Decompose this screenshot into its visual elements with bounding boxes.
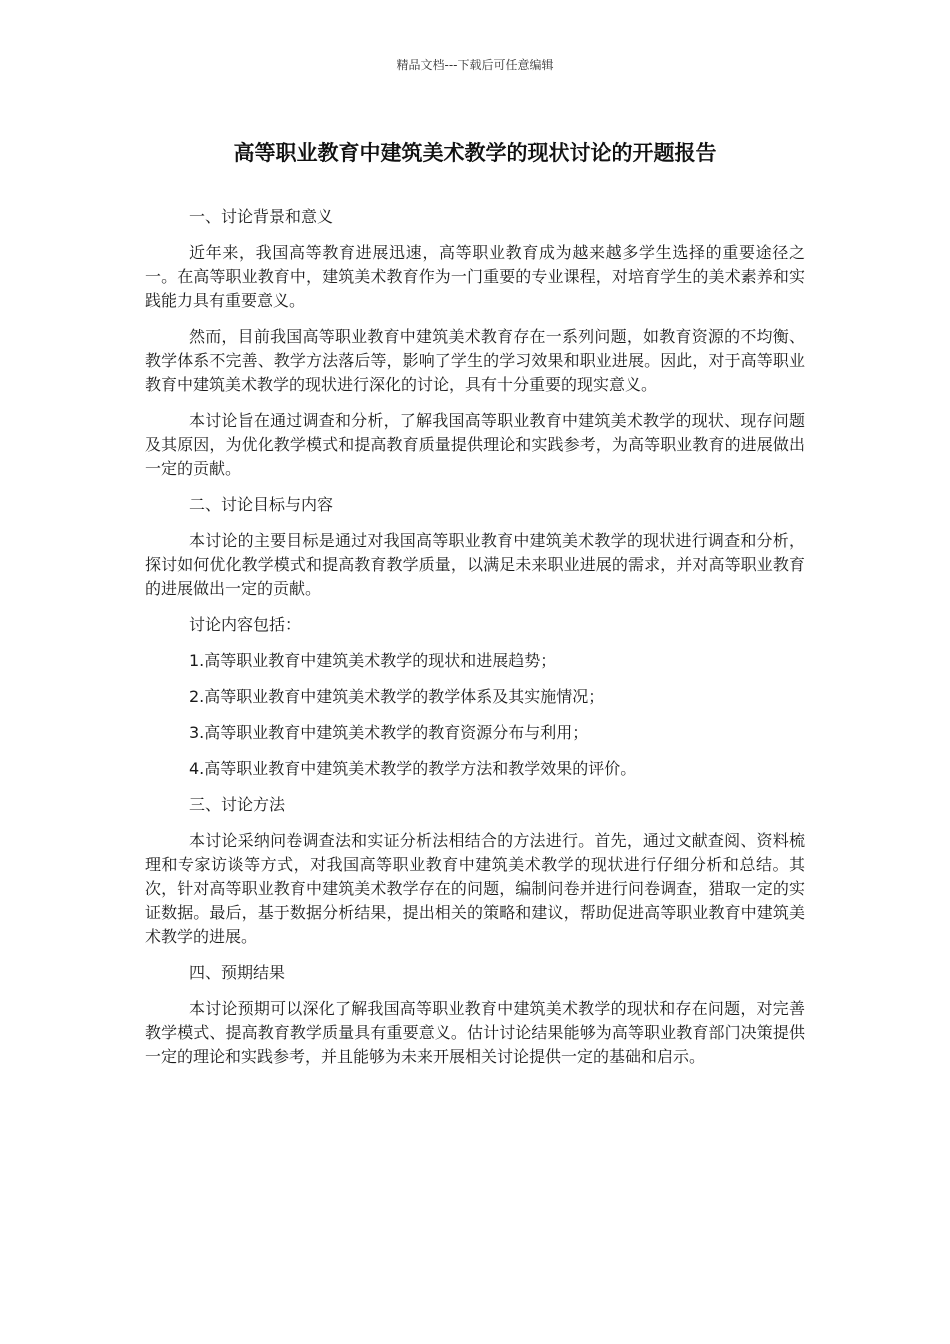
list-item: 1.高等职业教育中建筑美术教学的现状和进展趋势； (189, 651, 557, 670)
paragraph: 讨论内容包括： (189, 615, 302, 634)
document-body (145, 205, 805, 1081)
document-title: 高等职业教育中建筑美术教学的现状讨论的开题报告 (233, 141, 717, 165)
section-heading-expected-results: 四、预期结果 (189, 963, 286, 982)
paragraph: 本讨论的主要目标是通过对我国高等职业教育中建筑美术教学的现状进行调查和分析，探讨如何优化教学模式和提高教育教学质量，以满足未来职业进展的需求，并对高等职业教育的进展做出一定的贡献。 (145, 531, 805, 598)
paragraph: 本讨论旨在通过调查和分析，了解我国高等职业教育中建筑美术教学的现状、现存问题及其原因，为优化教学模式和提高教育质量提供理论和实践参考，为高等职业教育的进展做出一定的贡献。 (145, 411, 805, 478)
list-item: 4.高等职业教育中建筑美术教学的教学方法和教学效果的评价。 (189, 759, 637, 778)
section-heading-background: 一、讨论背景和意义 (189, 207, 334, 226)
list-item: 3.高等职业教育中建筑美术教学的教育资源分布与利用； (189, 723, 589, 742)
paragraph: 近年来，我国高等教育进展迅速，高等职业教育成为越来越多学生选择的重要途径之一。在高等职业教育中，建筑美术教育作为一门重要的专业课程，对培育学生的美术素养和实践能力具有重要意义。 (145, 243, 805, 310)
header-note: 精品文档---下载后可任意编辑 (396, 58, 554, 72)
section-heading-methods: 三、讨论方法 (189, 795, 286, 814)
list-item: 2.高等职业教育中建筑美术教学的教学体系及其实施情况； (189, 687, 605, 706)
paragraph: 本讨论采纳问卷调查法和实证分析法相结合的方法进行。首先，通过文献查阅、资料梳理和专家访谈等方式，对我国高等职业教育中建筑美术教学的现状进行仔细分析和总结。其次，针对高等职业教育中建筑美术教学存在的问题，编制问卷并进行问卷调查，猎取一定的实证数据。最后，基于数据分析结果，提出相关的策略和建议，帮助促进高等职业教育中建筑美术教学的进展。 (145, 831, 805, 946)
section-heading-goals: 二、讨论目标与内容 (189, 495, 334, 514)
paragraph: 本讨论预期可以深化了解我国高等职业教育中建筑美术教学的现状和存在问题，对完善教学模式、提高教育教学质量具有重要意义。估计讨论结果能够为高等职业教育部门决策提供一定的理论和实践参考，并且能够为未来开展相关讨论提供一定的基础和启示。 (145, 999, 805, 1066)
paragraph: 然而，目前我国高等职业教育中建筑美术教育存在一系列问题，如教育资源的不均衡、教学体系不完善、教学方法落后等，影响了学生的学习效果和职业进展。因此，对于高等职业教育中建筑美术教学的现状进行深化的讨论，具有十分重要的现实意义。 (145, 327, 805, 394)
